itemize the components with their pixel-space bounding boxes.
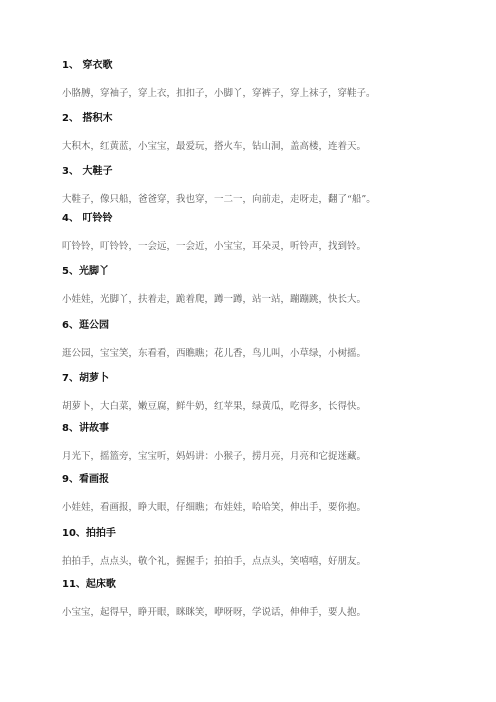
poem-title: 6、逛公园 xyxy=(62,320,109,331)
poem-text: 大鞋子，像只船，爸爸穿，我也穿，一二一，向前走，走呀走，翻了“船”。 xyxy=(62,194,376,205)
poem-title: 10、拍拍手 xyxy=(62,528,116,539)
poem-text: 小娃娃，光脚丫，扶着走，跪着爬，蹲一蹲，站一站，蹦蹦跳，快长大。 xyxy=(62,294,367,305)
poem-text: 叮铃铃，叮铃铃，一会远，一会近，小宝宝，耳朵灵，听铃声，找到铃。 xyxy=(62,241,367,252)
poem-title: 9、看画报 xyxy=(62,474,109,485)
poem-title: 4、 叮铃铃 xyxy=(62,213,113,224)
poem-title: 1、 穿衣歌 xyxy=(62,60,113,71)
poem-text: 月光下，摇篮旁，宝宝听，妈妈讲：小猴子，捞月亮，月亮和它捉迷藏。 xyxy=(62,451,367,462)
poem-text: 拍拍手，点点头，敬个礼，握握手；拍拍手，点点头，笑嘻嘻，好朋友。 xyxy=(62,556,367,567)
poem-title: 8、讲故事 xyxy=(62,423,109,434)
poem-text: 小胳膊，穿袖子，穿上衣，扣扣子，小脚丫，穿裤子，穿上袜子，穿鞋子。 xyxy=(62,88,376,99)
poem-text: 小宝宝，起得早，睁开眼，眯眯笑，咿呀呀，学说话，伸伸手，要人抱。 xyxy=(62,607,367,618)
poem-text: 逛公园，宝宝笑，东看看，西瞧瞧；花儿香，鸟儿叫，小草绿，小树摇。 xyxy=(62,348,367,359)
poem-title: 3、 大鞋子 xyxy=(62,166,113,177)
poem-title: 2、 搭积木 xyxy=(62,113,113,124)
poem-title: 5、光脚丫 xyxy=(62,266,109,277)
poem-text: 大积木，红黄蓝，小宝宝，最爱玩，搭火车，钻山洞，盖高楼，连着天。 xyxy=(62,141,367,152)
poem-text: 小娃娃，看画报，睁大眼，仔细瞧；布娃娃，哈哈笑，伸出手，要你抱。 xyxy=(62,502,367,513)
poem-title: 7、胡萝卜 xyxy=(62,373,109,384)
poem-title: 11、起床歌 xyxy=(62,579,116,590)
poem-text: 胡萝卜，大白菜，嫩豆腐，鲜牛奶，红苹果，绿黄瓜，吃得多，长得快。 xyxy=(62,401,367,412)
